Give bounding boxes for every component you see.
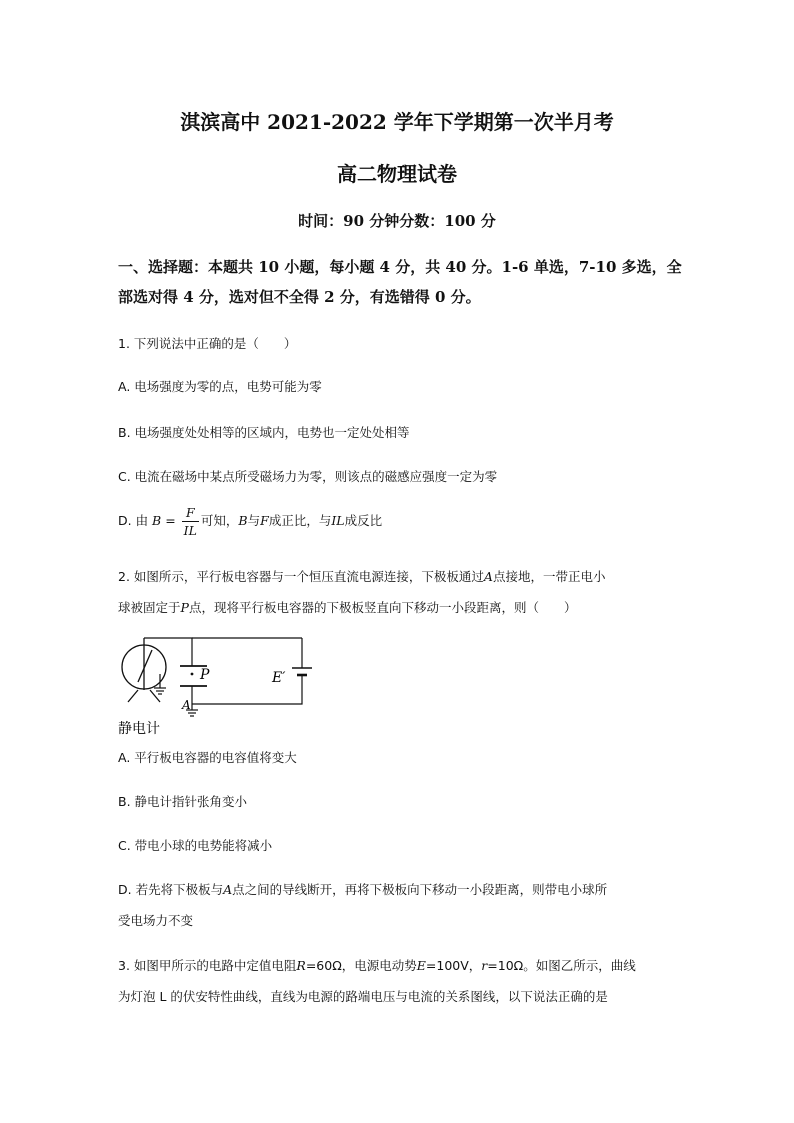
q3-text: 3. 如图甲所示的电路中定值电阻 (118, 958, 297, 973)
q2-var-a: A (483, 569, 493, 584)
q2-option-c: C. 带电小球的电势能将减小 (118, 838, 273, 853)
q3-var-r-internal: r (481, 958, 488, 973)
electrometer-leg-left (128, 690, 138, 702)
exam-title: 淇滨高中 2021-2022 学年下学期第一次半月考 (180, 110, 614, 134)
q3-text: =100V， (425, 958, 482, 973)
q3-stem-line-2: 为灯泡 L 的伏安特性曲线，直线为电源的路端电压与电流的关系图线，以下说法正确的是 (118, 989, 608, 1004)
q1-d-var-il: IL (331, 513, 345, 528)
q1-option-d (118, 504, 693, 539)
q2-d-text: 点之间的导线断开，再将下极板向下移动一小段距离，则带电小球所 (232, 882, 608, 897)
q3-text: =10Ω。如图乙所示，曲线 (487, 958, 636, 973)
q3-var-e: E (416, 958, 426, 973)
fraction-numerator: F (182, 504, 199, 522)
q2-text: 球被固定于 (118, 600, 181, 615)
circuit-figure (112, 630, 322, 738)
q1-option-a: A. 电场强度为零的点，电势可能为零 (118, 379, 322, 394)
q1-d-prefix: D. 由 (118, 513, 153, 528)
q1-d-eq: = (161, 513, 180, 528)
q2-var-p: P (180, 600, 189, 615)
q2-text: 点，现将平行板电容器的下极板竖直向下移动一小段距离，则（ ） (188, 600, 577, 615)
section-heading-line-1: 一、选择题：本题共 10 小题，每小题 4 分，共 40 分。1-6 单选，7-10 多选，全 (118, 258, 682, 276)
q2-d-text: D. 若先将下极板与 (118, 882, 224, 897)
fraction-denominator: IL (183, 523, 197, 538)
q2-stem-line-2 (118, 598, 693, 616)
exam-info: 时间：90 分钟分数：100 分 (298, 212, 496, 230)
q1-option-b: B. 电场强度处处相等的区域内，电势也一定处处相等 (118, 425, 410, 440)
q3-stem-line-1 (118, 956, 693, 974)
q1-d-var-b: B (238, 513, 248, 528)
q1-d-text-3: 成正比，与 (268, 513, 332, 528)
q2-option-d-line-2: 受电场力不变 (118, 913, 194, 928)
q3-var-r: R (296, 958, 306, 973)
q1-d-text-4: 成反比 (344, 513, 383, 528)
exam-subtitle: 高二物理试卷 (337, 162, 457, 186)
electrometer-caption: 静电计 (118, 721, 160, 737)
label-a: A (182, 698, 191, 712)
point-p-dot (191, 673, 194, 676)
q1-stem: 1. 下列说法中正确的是（ ） (118, 336, 297, 351)
section-heading-line-2: 部选对得 4 分，选对但不全得 2 分，有选错得 0 分。 (118, 288, 481, 306)
q2-text: 2. 如图所示，平行板电容器与一个恒压直流电源连接，下极板通过 (118, 569, 484, 584)
electrometer-needle (138, 650, 152, 682)
q2-option-d-line-1 (118, 880, 693, 898)
q1-d-lhs: B (152, 513, 162, 528)
q1-option-c: C. 电流在磁场中某点所受磁场力为零，则该点的磁感应强度一定为零 (118, 469, 498, 484)
q2-d-var-a: A (223, 882, 233, 897)
bottom-wire (192, 680, 302, 704)
q1-d-var-f: F (260, 513, 269, 528)
q1-d-text-1: 可知， (200, 513, 239, 528)
label-e: E′ (272, 670, 286, 686)
formula-fraction (182, 504, 199, 539)
q2-stem-line-1 (118, 567, 693, 585)
label-p: P (200, 667, 210, 683)
electrometer-leg-right (150, 690, 160, 702)
q3-text: =60Ω，电源电动势 (305, 958, 417, 973)
q1-d-text-2: 与 (247, 513, 261, 528)
q2-text: 点接地，一带正电小 (492, 569, 606, 584)
q2-option-a: A. 平行板电容器的电容值将变大 (118, 750, 297, 765)
q2-option-b: B. 静电计指针张角变小 (118, 794, 248, 809)
